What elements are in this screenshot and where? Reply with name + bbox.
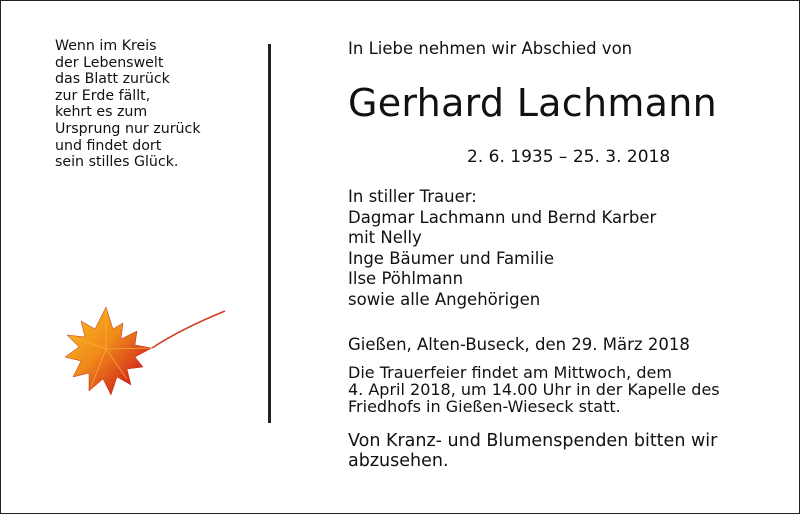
poem-line: Wenn im Kreis (55, 38, 157, 54)
maple-leaf-icon (51, 299, 231, 429)
poem-line: sein stilles Glück. (55, 154, 179, 171)
deceased-name: Gerhard Lachmann (348, 81, 718, 125)
vertical-divider (268, 44, 271, 423)
poem-line: der Lebenswelt (55, 54, 164, 71)
ceremony-info (348, 365, 720, 415)
flowers-request (348, 431, 717, 471)
mourner-line: Ilse Pöhlmann (348, 269, 464, 288)
mourner-line: mit Nelly (348, 228, 422, 247)
flowers-line: abzusehen. (348, 451, 449, 471)
ceremony-line: Die Trauerfeier findet am Mittwoch, dem (348, 363, 672, 382)
mourner-line: sowie alle Angehörigen (348, 289, 541, 309)
flowers-line: Von Kranz- und Blumenspenden bitten wir (348, 431, 718, 451)
life-dates: 2. 6. 1935 – 25. 3. 2018 (467, 147, 671, 167)
poem-line: Ursprung nur zurück (55, 120, 201, 137)
mourner-line: In stiller Trauer: (348, 187, 477, 206)
poem-line: kehrt es zum (55, 104, 148, 121)
poem-line: zur Erde fällt, (55, 87, 151, 104)
mourner-line: Dagmar Lachmann und Bernd Karber (348, 207, 657, 227)
mourner-line: Inge Bäumer und Familie (348, 248, 555, 268)
ceremony-line: Friedhofs in Gießen-Wieseck statt. (348, 396, 621, 416)
intro-text: In Liebe nehmen wir Abschied von (348, 39, 633, 58)
poem (55, 38, 201, 171)
poem-line: und findet dort (55, 137, 162, 154)
place-date: Gießen, Alten-Buseck, den 29. März 2018 (348, 335, 690, 354)
poem-line: das Blatt zurück (55, 71, 170, 88)
mourners-list (348, 187, 656, 310)
ceremony-line: 4. April 2018, um 14.00 Uhr in der Kapelle des (348, 379, 720, 399)
